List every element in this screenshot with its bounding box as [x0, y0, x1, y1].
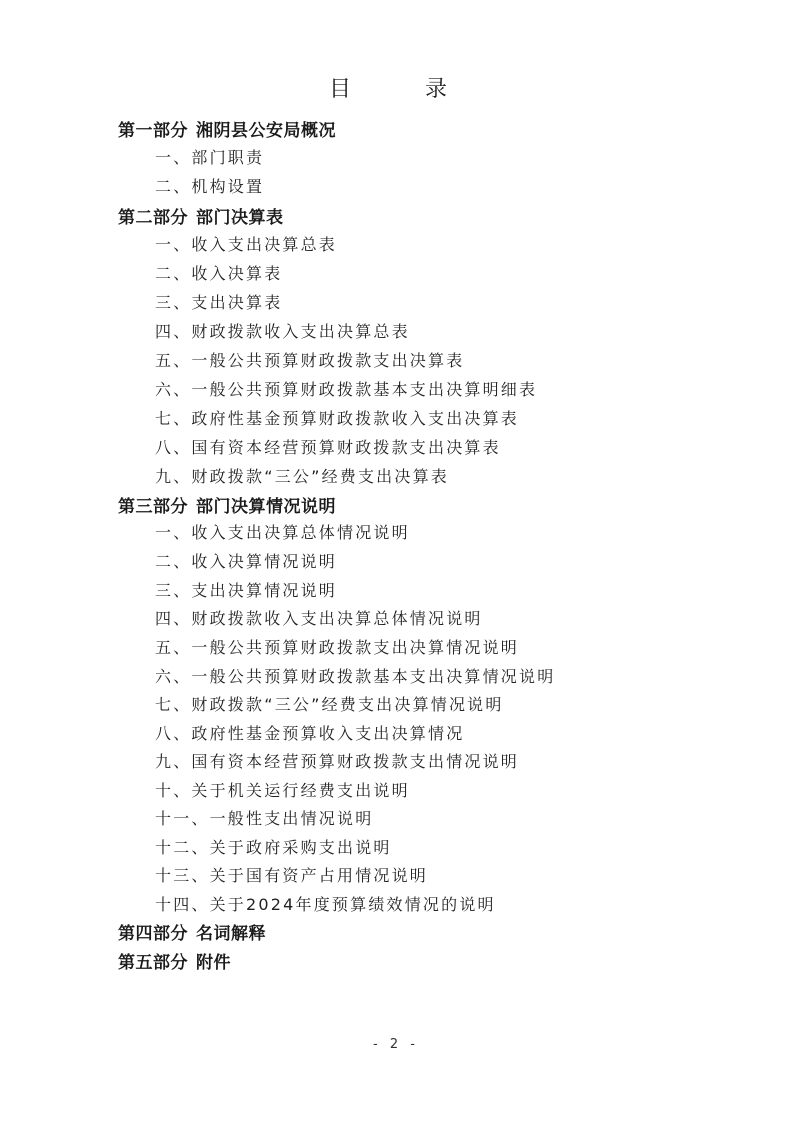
toc-item[interactable]: 三、支出决算表: [155, 293, 283, 312]
toc-item[interactable]: 五、一般公共预算财政拨款支出决算情况说明: [155, 638, 520, 657]
toc-item[interactable]: 十四、关于2024年度预算绩效情况的说明: [155, 895, 496, 914]
toc-item[interactable]: 二、收入决算表: [155, 264, 283, 283]
part-name: 部门决算情况说明: [196, 497, 336, 517]
part-label: 第一部分: [118, 121, 188, 141]
toc-item[interactable]: 六、一般公共预算财政拨款基本支出决算明细表: [155, 380, 538, 399]
toc-item[interactable]: 十三、关于国有资产占用情况说明: [155, 866, 429, 885]
toc-item[interactable]: 十一、一般性支出情况说明: [155, 809, 374, 828]
toc-item[interactable]: 六、一般公共预算财政拨款基本支出决算情况说明: [155, 667, 556, 686]
part-name: 部门决算表: [196, 208, 284, 228]
toc-item[interactable]: 八、国有资本经营预算财政拨款支出决算表: [155, 438, 501, 457]
toc-item[interactable]: 三、支出决算情况说明: [155, 581, 338, 600]
toc-item[interactable]: 七、财政拨款“三公”经费支出决算情况说明: [155, 695, 504, 714]
toc-item[interactable]: 二、机构设置: [155, 177, 265, 196]
toc-item[interactable]: 八、政府性基金预算收入支出决算情况: [155, 724, 465, 743]
toc-part-3[interactable]: [118, 492, 336, 517]
toc-item[interactable]: 五、一般公共预算财政拨款支出决算表: [155, 351, 465, 370]
toc-part-4[interactable]: [118, 919, 266, 944]
part-name: 名词解释: [196, 924, 266, 944]
toc-part-2[interactable]: [118, 203, 284, 228]
part-label: 第四部分: [118, 924, 188, 944]
page-number: - 2 -: [373, 1037, 419, 1052]
toc-item[interactable]: 九、国有资本经营预算财政拨款支出情况说明: [155, 752, 520, 771]
part-label: 第三部分: [118, 497, 188, 517]
toc-item[interactable]: 二、收入决算情况说明: [155, 552, 338, 571]
toc-item[interactable]: 十、关于机关运行经费支出说明: [155, 781, 410, 800]
toc-item[interactable]: 九、财政拨款“三公”经费支出决算表: [155, 467, 449, 486]
part-label: 第五部分: [118, 953, 188, 973]
part-label: 第二部分: [118, 208, 188, 228]
toc-item[interactable]: 一、部门职责: [155, 148, 265, 167]
toc-item[interactable]: 七、政府性基金预算财政拨款收入支出决算表: [155, 409, 520, 428]
part-name: 湘阴县公安局概况: [196, 121, 336, 141]
toc-item[interactable]: 一、收入支出决算总表: [155, 235, 338, 254]
toc-item[interactable]: 十二、关于政府采购支出说明: [155, 838, 392, 857]
part-name: 附件: [196, 953, 231, 973]
toc-part-1[interactable]: [118, 116, 336, 141]
toc-item[interactable]: 四、财政拨款收入支出决算总体情况说明: [155, 609, 483, 628]
toc-item[interactable]: 四、财政拨款收入支出决算总表: [155, 322, 410, 341]
toc-title: 目 录: [328, 77, 473, 102]
toc-part-5[interactable]: [118, 948, 231, 973]
toc-item[interactable]: 一、收入支出决算总体情况说明: [155, 523, 410, 542]
